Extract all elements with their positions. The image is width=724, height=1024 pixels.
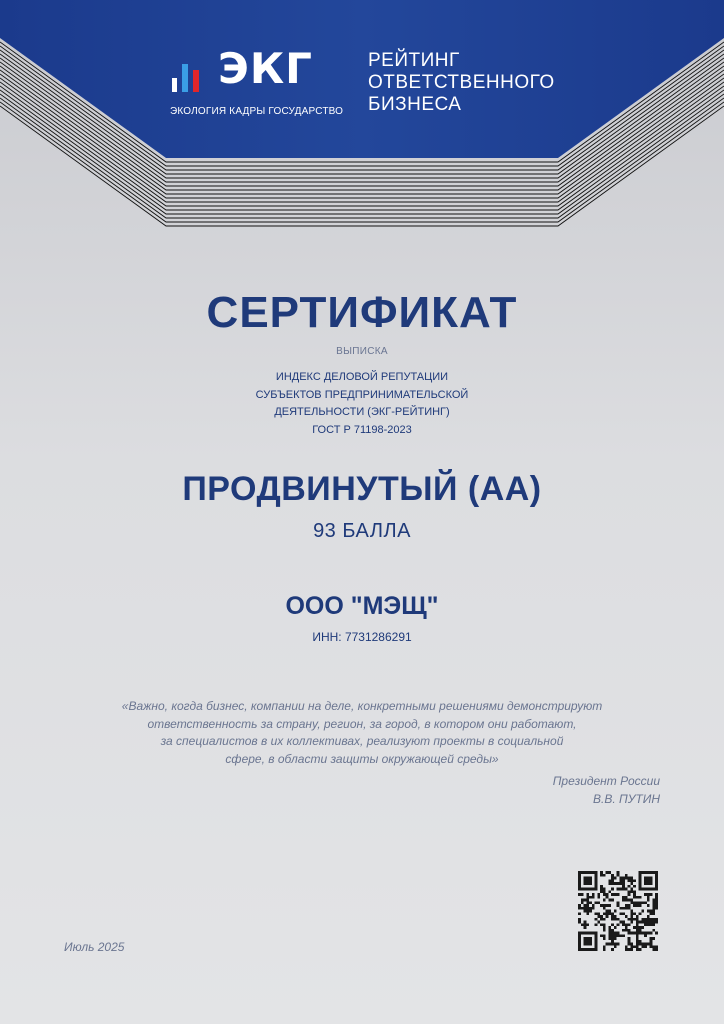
qr-code-icon[interactable] [578,871,658,951]
rating-title-line: БИЗНЕСА [368,94,462,115]
gost-line: ГОСТ Р 71198-2023 [312,423,412,436]
ekg-logo [170,44,350,120]
rating-title [368,50,555,116]
quote-line: «Важно, когда бизнес, компании на деле, конкретными решениями демонстрируют [121,699,603,713]
author-name: В.В. ПУТИН [593,791,660,806]
organization-inn: ИНН: 7731286291 [312,630,412,644]
index-description [0,369,724,439]
president-quote [100,698,624,768]
logo-wordmark: ЭКГ [218,44,313,93]
rating-title-line: ОТВЕТСТВЕННОГО [368,72,555,93]
certificate-subtitle: ВЫПИСКА [336,346,388,357]
quote-line: сфере, в области защиты окружающей среды» [225,751,499,766]
certificate-title: СЕРТИФИКАТ [206,288,518,337]
quote-line: ответственность за страну, регион, за город, в котором они работают, [147,716,577,731]
rating-score: 93 БАЛЛА [313,520,411,542]
rating-title-line: РЕЙТИНГ [368,50,460,71]
rating-level: ПРОДВИНУТЫЙ (АА) [182,470,542,508]
quote-signature [553,773,660,808]
index-line: СУБЪЕКТОВ ПРЕДПРИНИМАТЕЛЬСКОЙ [255,388,469,401]
author-title: Президент России [552,774,660,788]
quote-line: за специалистов в их коллективах, реализуют проекты в социальной [160,734,564,748]
index-line: ИНДЕКС ДЕЛОВОЙ РЕПУТАЦИИ [275,371,449,383]
organization-name: ООО "МЭЩ" [285,592,439,620]
bar-chart-icon [170,56,218,92]
issue-date: Июль 2025 [64,940,125,954]
index-line: ДЕЯТЕЛЬНОСТИ (ЭКГ-РЕЙТИНГ) [274,406,450,418]
header-banner [0,0,724,230]
logo-subtitle: ЭКОЛОГИЯ КАДРЫ ГОСУДАРСТВО [170,106,344,117]
